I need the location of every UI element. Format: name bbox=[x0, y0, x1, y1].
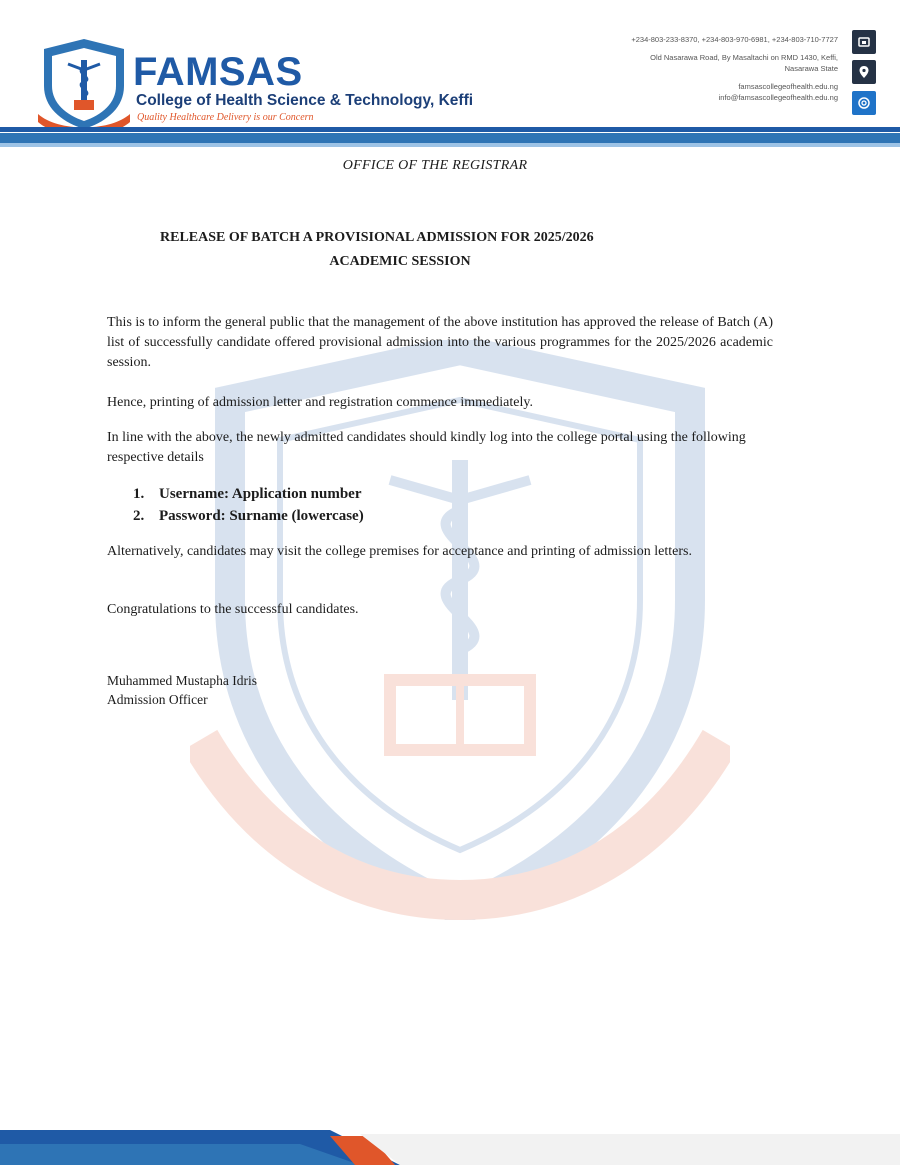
login-details-list bbox=[133, 483, 364, 527]
contact-phones: +234-803-233-8370, +234-803-970-6981, +234-803-710-7727 bbox=[631, 35, 838, 44]
body-paragraph: Congratulations to the successful candidates. bbox=[107, 602, 359, 617]
crest-watermark bbox=[190, 340, 730, 920]
college-motto: Quality Healthcare Delivery is our Concern bbox=[137, 112, 314, 123]
college-logo bbox=[38, 36, 130, 132]
footer-decoration bbox=[0, 1110, 900, 1165]
body-paragraph: This is to inform the general public that the management of the above institution has approved the release of Batch (A) list of successfully candidate offered provisional admission into the various programmes for the 2025/2026 academic session. bbox=[107, 315, 773, 370]
list-item bbox=[133, 483, 364, 505]
title-line-2: ACADEMIC SESSION bbox=[329, 254, 471, 269]
list-item-number: 1. bbox=[133, 486, 145, 502]
list-item bbox=[133, 505, 364, 527]
header-rule bbox=[0, 143, 900, 147]
contact-address-line1: Old Nasarawa Road, By Masaltachi on RMD 1430, Keffi, bbox=[650, 52, 838, 62]
contact-info bbox=[631, 34, 838, 104]
contact-email-1[interactable]: famsascollegeofhealth.edu.ng bbox=[738, 81, 838, 91]
mail-icon bbox=[852, 91, 876, 115]
list-item-text: Username: Application number bbox=[159, 486, 362, 502]
signatory-role: Admission Officer bbox=[107, 692, 208, 707]
body-paragraph: In line with the above, the newly admitted candidates should kindly log into the college portal using the following respective details bbox=[107, 430, 746, 465]
phone-icon bbox=[852, 30, 876, 54]
contact-email-2[interactable]: info@famsascollegeofhealth.edu.ng bbox=[718, 93, 838, 102]
body-paragraph: Alternatively, candidates may visit the college premises for acceptance and printing of admission letters. bbox=[107, 544, 692, 559]
college-name: College of Health Science & Technology, Keffi bbox=[136, 92, 474, 109]
title-line-1: RELEASE OF BATCH A PROVISIONAL ADMISSION FOR 2025/2026 bbox=[160, 230, 594, 245]
body-paragraph: Hence, printing of admission letter and registration commence immediately. bbox=[107, 395, 533, 410]
signatory-name: Muhammed Mustapha Idris bbox=[107, 673, 257, 688]
list-item-number: 2. bbox=[133, 508, 145, 524]
document-title bbox=[160, 226, 740, 274]
office-heading: OFFICE OF THE REGISTRAR bbox=[342, 158, 528, 173]
list-item-text: Password: Surname (lowercase) bbox=[159, 508, 364, 524]
header-rule bbox=[0, 127, 900, 132]
contact-address-line2: Nasarawa State bbox=[784, 64, 838, 73]
signature-block bbox=[107, 671, 257, 709]
brand-name: FAMSAS bbox=[133, 50, 303, 94]
header-rule bbox=[0, 133, 900, 143]
location-pin-icon bbox=[852, 60, 876, 84]
